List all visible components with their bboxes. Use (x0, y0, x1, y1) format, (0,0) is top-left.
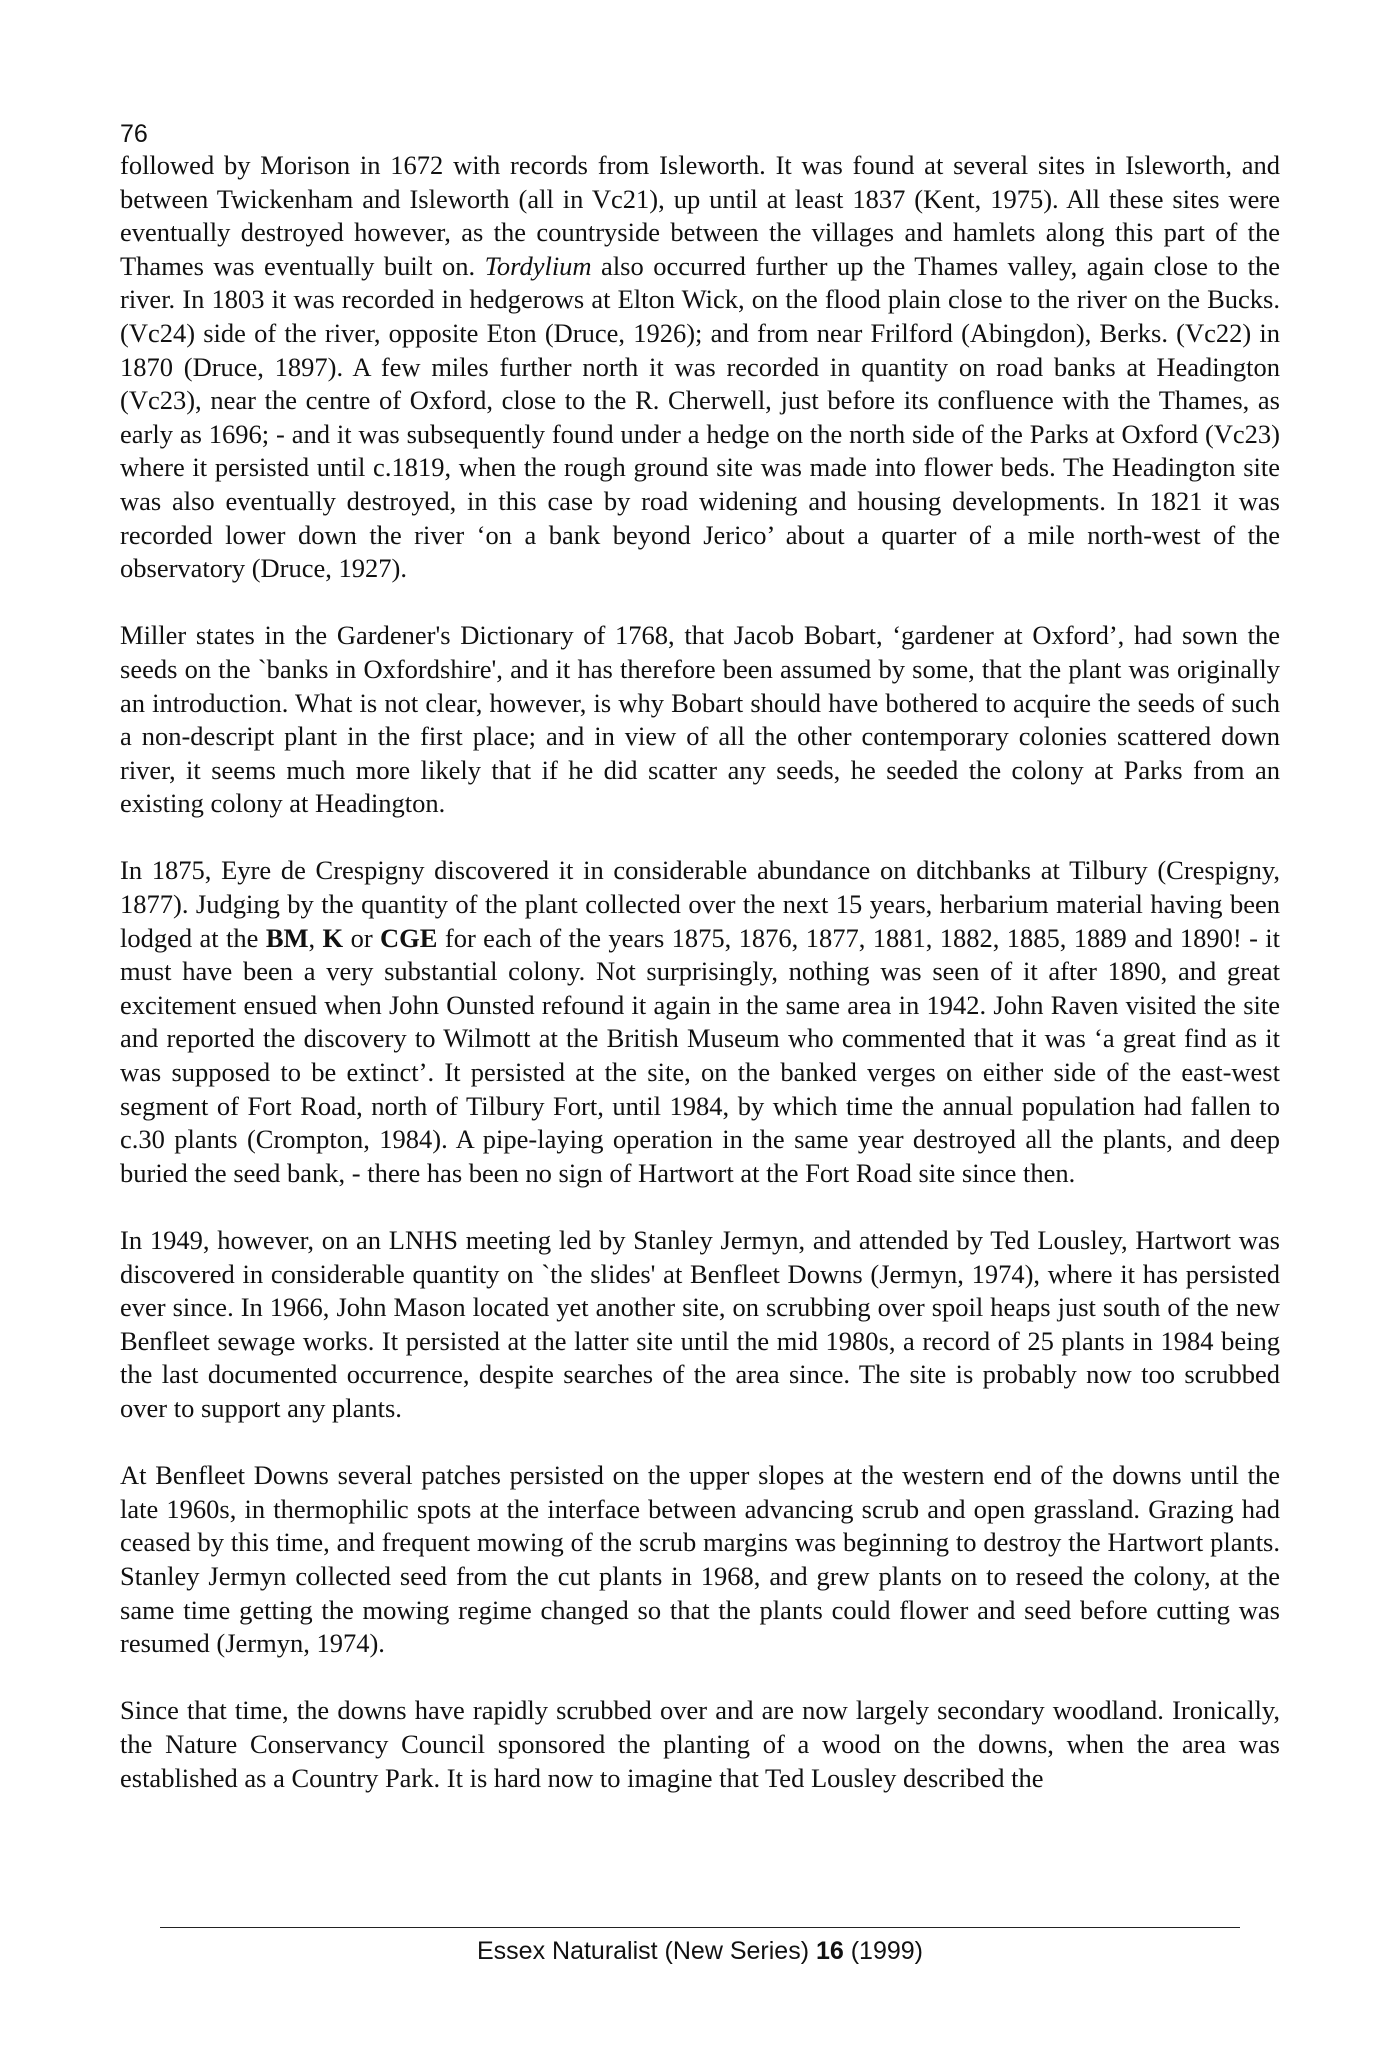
text-run: At Benfleet Downs several patches persisted on the upper slopes at the western end of the downs until the late 1960s, in thermophilic spots at the interface between advancing scrub and open grassland. Grazing had ceased by this time, and frequent mowing of the scrub margins was beginning to destroy the Hartwort plants. Stanley Jermyn collected seed from the cut plants in 1968, and grew plants on to reseed the colony, at the same time getting the mowing regime changed so that the plants could flower and seed before cutting was resumed (Jermyn, 1974). (120, 1460, 1280, 1659)
text-run: Since that time, the downs have rapidly scrubbed over and are now largely secondary woodland. Ironically, the Nature Conservancy Council sponsored the planting of a wood on the downs, when the area was established as a Country Park. It is hard now to imagine that Ted Lousley described the (120, 1695, 1280, 1793)
italic-term: Tordylium (484, 250, 592, 281)
running-footer (0, 1936, 1400, 1966)
footer-divider (160, 1927, 1240, 1928)
bold-term: BM (265, 922, 309, 953)
paragraph (120, 1694, 1280, 1795)
text-run: for each of the years 1875, 1876, 1877, 1881, 1882, 1885, 1889 and 1890! - it must have been a very substantial colony. Not surprisingly, nothing was seen of it after 1890, and great excitement ensued when John Ounsted refound it again in the same area in 1942. John Raven visited the site and reported the discovery to Wilmott at the British Museum who commented that it was ‘a great find as it was supposed to be extinct’. It persisted at the site, on the banked verges on either side of the east-west segment of Fort Road, north of Tilbury Fort, until 1984, by which time the annual population had fallen to c.30 plants (Crompton, 1984). A pipe-laying operation in the same year destroyed all the plants, and deep buried the seed bank, - there has been no sign of Hartwort at the Fort Road site since then. (120, 922, 1281, 1188)
article-body (120, 149, 1280, 1795)
paragraph (120, 854, 1280, 1190)
text-run: In 1875, Eyre de Crespigny discovered it in considerable abundance on ditchbanks at Tilbury (Crespigny, 1877). Judging by the quantity of the plant collected over the next 15 years, herbarium material having been lodged at the (120, 855, 1280, 953)
page-number: 76 (120, 120, 148, 148)
footer-year: (1999) (850, 1937, 923, 1965)
text-run: followed by Morison in 1672 with records from Isleworth. It was found at several sites in Isleworth, and between Twickenham and Isleworth (all in Vc21), up until at least 1837 (Kent, 1975). All these sites were eventually destroyed however, as the countryside between the villages and hamlets along this part of the Thames was eventually built on. (120, 150, 1280, 281)
bold-term: K (322, 922, 344, 953)
paragraph (120, 619, 1280, 821)
text-run: Miller states in the Gardener's Dictionary of 1768, that Jacob Bobart, ‘gardener at Oxford’, had sown the seeds on the `banks in Oxfordshire', and it has therefore been assumed by some, that the plant was originally an introduction. What is not clear, however, is why Bobart should have bothered to acquire the seeds of such a non-descript plant in the first place; and in view of all the other contemporary colonies scattered down river, it seems much more likely that if he did scatter any seeds, he seeded the colony at Parks from an existing colony at Headington. (120, 620, 1280, 819)
paragraph (120, 149, 1280, 586)
text-run: also occurred further up the Thames valley, again close to the river. In 1803 it was recorded in hedgerows at Elton Wick, on the flood plain close to the river on the Bucks. (Vc24) side of the river, opposite Eton (Druce, 1926); and from near Frilford (Abingdon), Berks. (Vc22) in 1870 (Druce, 1897). A few miles further north it was recorded in quantity on road banks at Headington (Vc23), near the centre of Oxford, close to the R. Cherwell, just before its confluence with the Thames, as early as 1696; - and it was subsequently found under a hedge on the north side of the Parks at Oxford (Vc23) where it persisted until c.1819, when the rough ground site was made into flower beds. The Headington site was also eventually destroyed, in this case by road widening and housing developments. In 1821 it was recorded lower down the river ‘on a bank beyond Jerico’ about a quarter of a mile north-west of the observatory (Druce, 1927). (120, 250, 1281, 584)
footer-volume: 16 (815, 1937, 844, 1965)
bold-term: CGE (380, 922, 438, 953)
footer-journal-title: Essex Naturalist (New Series) (476, 1937, 810, 1965)
text-run: , (308, 922, 323, 953)
text-run: or (343, 922, 381, 953)
paragraph (120, 1459, 1280, 1661)
paragraph (120, 1224, 1280, 1426)
text-run: In 1949, however, on an LNHS meeting led by Stanley Jermyn, and attended by Ted Lousley, Hartwort was discovered in considerable quantity on `the slides' at Benfleet Downs (Jermyn, 1974), where it has persisted ever since. In 1966, John Mason located yet another site, on scrubbing over spoil heaps just south of the new Benfleet sewage works. It persisted at the latter site until the mid 1980s, a record of 25 plants in 1984 being the last documented occurrence, despite searches of the area since. The site is probably now too scrubbed over to support any plants. (120, 1225, 1280, 1423)
